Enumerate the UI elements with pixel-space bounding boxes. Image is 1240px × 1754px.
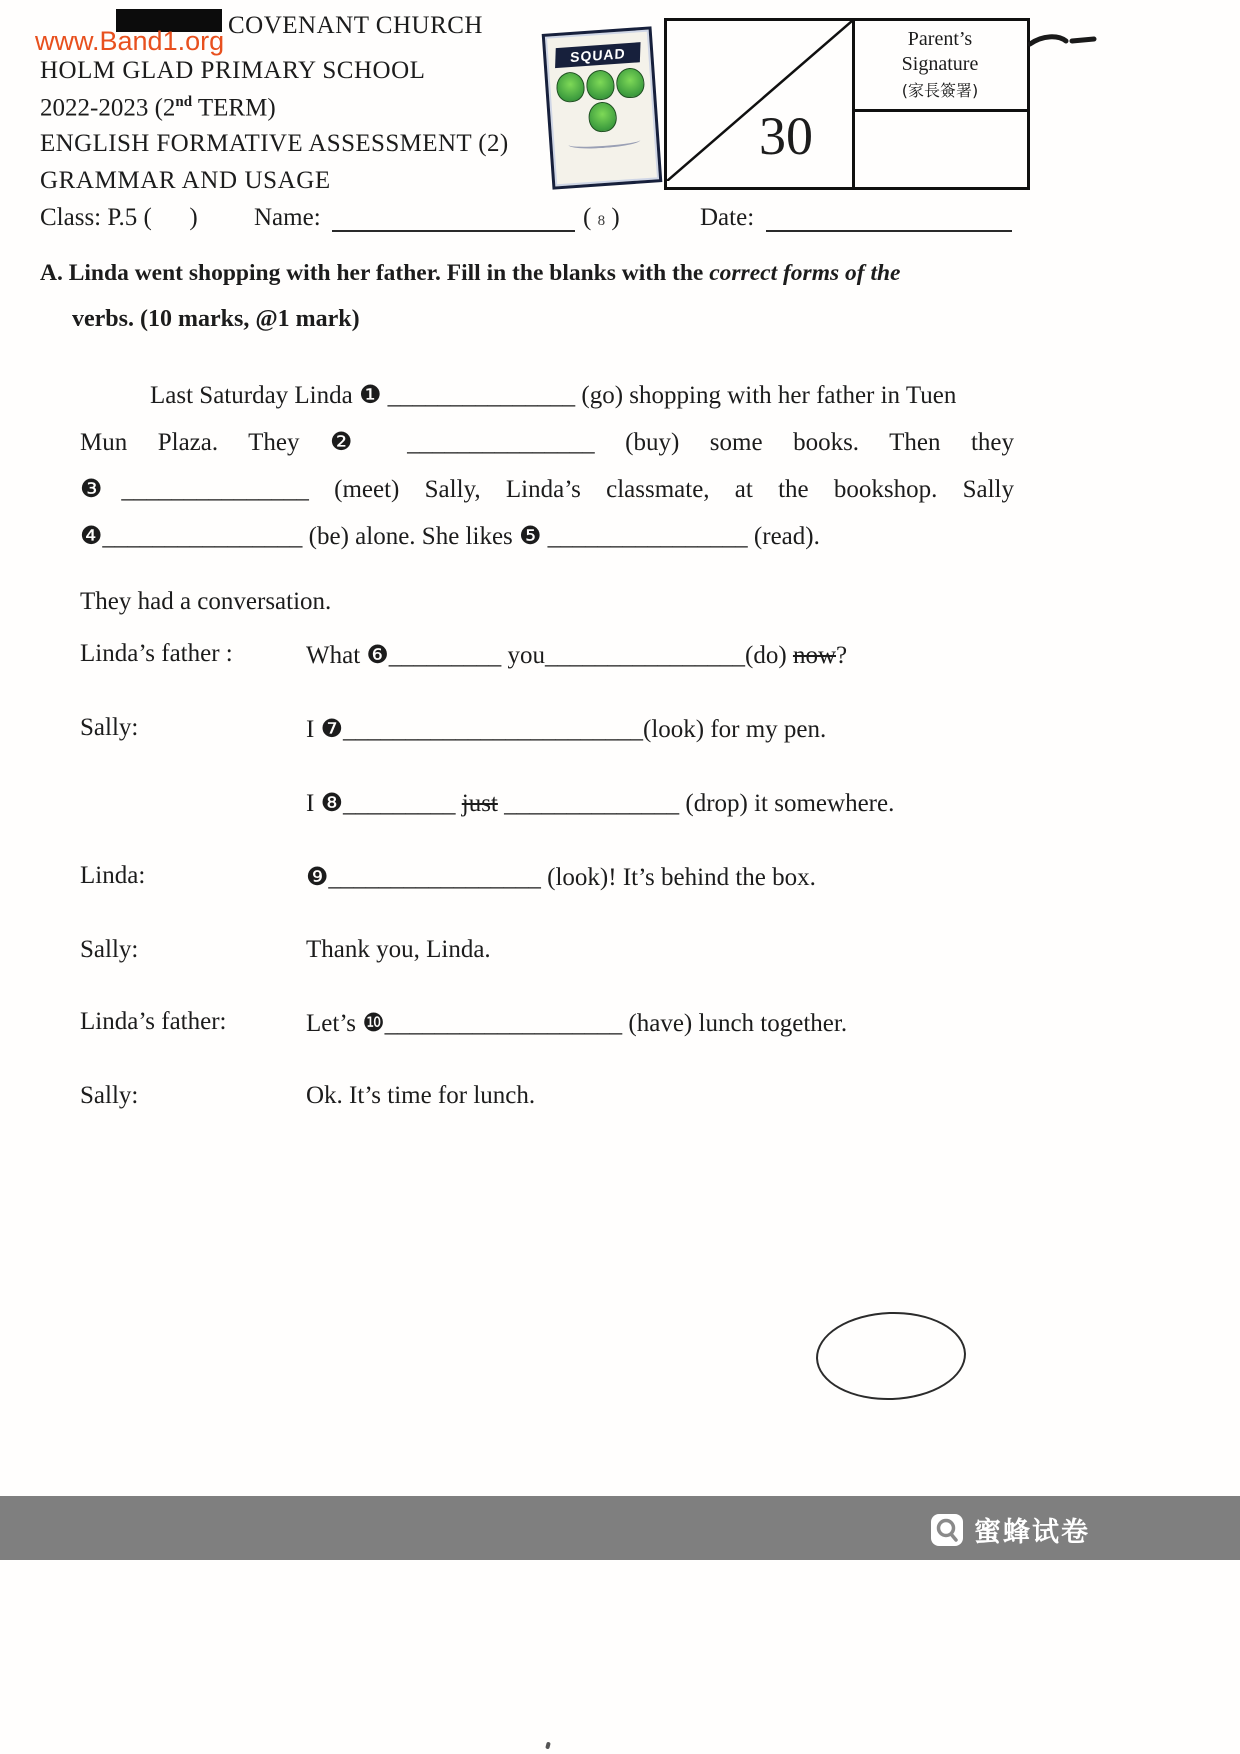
term-text-end: TERM) bbox=[192, 94, 276, 122]
dialogue-text-part: Thank you, Linda. bbox=[306, 936, 491, 963]
paragraph-line: Mun Plaza. They ❷ _______________ (buy) some books. Then they bbox=[80, 429, 1014, 456]
dialogue-row bbox=[80, 936, 1040, 964]
name-blank-line[interactable] bbox=[332, 206, 575, 232]
dialogue-text bbox=[306, 714, 1040, 744]
fill-in-paragraph bbox=[80, 372, 1014, 560]
score-table bbox=[664, 18, 1030, 190]
struck-word: now bbox=[792, 642, 837, 669]
speaker-label: Linda: bbox=[80, 862, 146, 889]
dialogue-text-part: Ok. It’s time for lunch. bbox=[306, 1082, 536, 1109]
dialogue-block bbox=[80, 640, 1040, 1154]
scan-speck bbox=[545, 1742, 551, 1750]
dialogue-text-part: What ❻_________ you________________(do) bbox=[306, 642, 793, 669]
header-school-name: HOLM GLAD PRIMARY SCHOOL bbox=[40, 57, 426, 84]
dialogue-row bbox=[80, 714, 1040, 744]
speaker-label: Linda’s father: bbox=[80, 1008, 227, 1035]
dialogue-row bbox=[80, 640, 1040, 670]
speaker-label bbox=[80, 788, 306, 818]
signature-cell bbox=[855, 27, 1025, 103]
dialogue-row bbox=[80, 862, 1040, 892]
header-term bbox=[40, 94, 276, 122]
signature-label-line1: Parent’s bbox=[907, 28, 973, 50]
brand-name: 蜜蜂试卷 bbox=[974, 1517, 1090, 1548]
dialogue-text-part: I ❼________________________(look) for my pen. bbox=[306, 716, 827, 743]
score-value: 30 bbox=[759, 106, 813, 166]
dialogue-text-part: Let’s ❿___________________ (have) lunch together. bbox=[306, 1010, 848, 1037]
dialogue-row bbox=[80, 788, 1040, 818]
dialogue-row bbox=[80, 1008, 1040, 1038]
student-number-mark: 8 bbox=[597, 213, 606, 229]
class-label: Class: P.5 ( ) bbox=[40, 204, 198, 231]
alien-face bbox=[615, 67, 645, 99]
table-divider-horizontal bbox=[855, 109, 1027, 112]
watermark: www.Band1.org bbox=[35, 26, 225, 56]
ink-mark bbox=[1028, 30, 1098, 52]
paragraph-line: Last Saturday Linda ❶ _______________ (go) shopping with her father in Tuen bbox=[150, 382, 957, 409]
dialogue-text bbox=[306, 936, 1040, 964]
paragraph-line: ❹________________ (be) alone. She likes ❺ ________________ (read). bbox=[80, 523, 820, 550]
dialogue-text bbox=[306, 1082, 1040, 1110]
sticker-image bbox=[542, 26, 663, 189]
sticker-squiggle bbox=[568, 134, 641, 150]
signature-label-chinese: (家長簽署) bbox=[901, 81, 979, 100]
speaker-label: Linda’s father : bbox=[80, 640, 233, 667]
speaker-label: Sally: bbox=[80, 714, 139, 741]
header-assessment-title: ENGLISH FORMATIVE ASSESSMENT (2) bbox=[40, 130, 509, 157]
dialogue-text-part: ? bbox=[836, 642, 848, 669]
term-ordinal: nd bbox=[175, 94, 193, 110]
date-blank-line[interactable] bbox=[766, 206, 1012, 232]
paragraph-line: ❸_______________ (meet) Sally, Linda’s classmate, at the bookshop. Sally bbox=[80, 476, 1014, 503]
term-text: 2022-2023 (2 bbox=[40, 94, 176, 122]
header-subject: GRAMMAR AND USAGE bbox=[40, 167, 331, 194]
alien-face bbox=[585, 69, 615, 101]
magnifier-icon bbox=[930, 1513, 964, 1547]
dialogue-text bbox=[306, 862, 1040, 892]
student-number-brackets bbox=[583, 204, 620, 232]
date-label: Date: bbox=[700, 204, 755, 231]
alien-face bbox=[555, 71, 585, 103]
header-church-name: COVENANT CHURCH bbox=[228, 12, 483, 39]
speaker-label: Sally: bbox=[80, 936, 139, 963]
footer-bar bbox=[0, 1496, 1240, 1560]
dialogue-text bbox=[306, 788, 1040, 818]
sticker-title: SQUAD bbox=[555, 42, 641, 68]
dialogue-text bbox=[306, 1008, 1040, 1038]
dialogue-text bbox=[306, 640, 1040, 670]
section-a-heading bbox=[40, 260, 900, 287]
paren-open: ( bbox=[583, 204, 598, 231]
heading-italic: correct forms of the bbox=[709, 260, 901, 286]
alien-faces bbox=[547, 63, 655, 135]
brand-logo bbox=[930, 1510, 1090, 1549]
dialogue-row bbox=[80, 1082, 1040, 1110]
dialogue-text-part: I ❽_________ bbox=[306, 790, 462, 817]
speaker-label: Sally: bbox=[80, 1082, 139, 1109]
struck-word: just bbox=[461, 790, 498, 817]
section-a-heading-line2: verbs. (10 marks, @1 mark) bbox=[72, 306, 360, 332]
paren-close: ) bbox=[605, 204, 620, 231]
alien-face bbox=[588, 101, 618, 133]
dialogue-text-part: ______________ (drop) it somewhere. bbox=[497, 790, 895, 817]
heading-main: A. Linda went shopping with her father. Fill in the blanks with the bbox=[40, 260, 710, 286]
oval-mark bbox=[815, 1309, 968, 1402]
dialogue-text-part: ❾_________________ (look)! It’s behind the box. bbox=[306, 864, 816, 891]
conversation-intro: They had a conversation. bbox=[80, 588, 332, 615]
name-label: Name: bbox=[254, 204, 321, 231]
signature-label-line2: Signature bbox=[901, 53, 979, 75]
